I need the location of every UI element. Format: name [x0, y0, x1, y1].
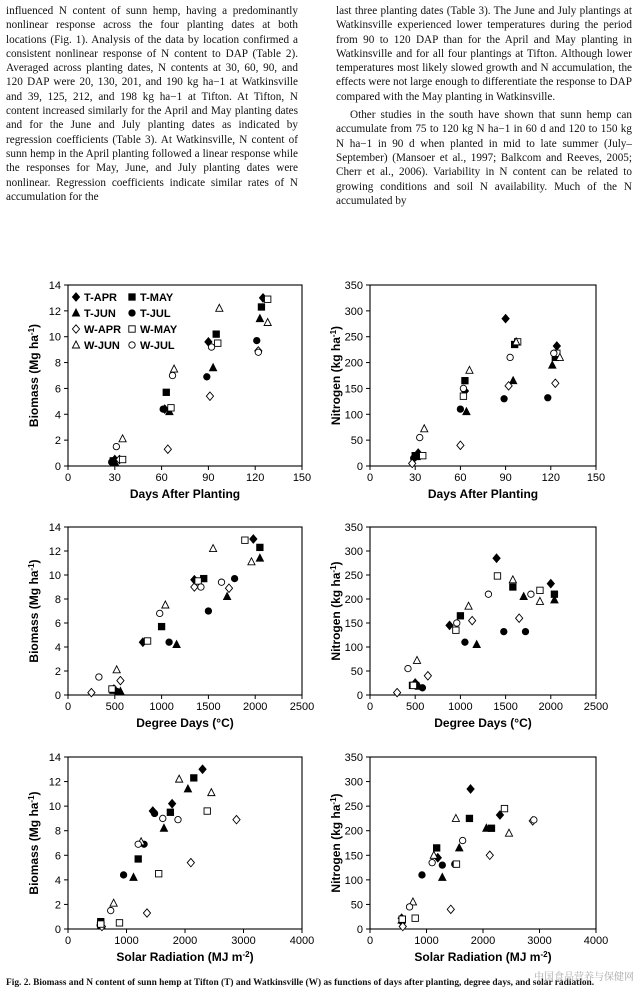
data-point-t-jun [224, 593, 231, 600]
data-point-w-jun [209, 545, 216, 552]
data-point-w-may [453, 861, 459, 867]
data-point-w-jun [509, 576, 516, 583]
data-point-w-jul [406, 904, 412, 910]
x-tick-label: 2500 [289, 701, 315, 713]
y-tick-label: 2 [54, 899, 61, 912]
x-tick-label: 150 [586, 472, 606, 484]
data-point-t-jul [462, 639, 468, 645]
data-point-t-may [510, 584, 516, 590]
data-point-w-jun [162, 601, 169, 608]
y-tick-label: 250 [344, 570, 363, 582]
legend-marker-t-jul [129, 310, 135, 316]
data-point-t-jul [419, 872, 425, 878]
data-point-t-may [213, 331, 219, 337]
y-tick-label: 0 [54, 690, 61, 702]
data-point-w-jun [452, 814, 459, 821]
x-tick-label: 1500 [196, 701, 221, 713]
data-point-w-jul [454, 620, 460, 626]
data-point-w-apr [447, 905, 454, 913]
legend-label: T-JUN [84, 308, 116, 320]
x-tick-label: 90 [499, 472, 512, 484]
y-tick-label: 12 [48, 546, 61, 558]
data-point-t-jul [545, 395, 551, 401]
data-point-w-may [399, 916, 405, 922]
data-point-t-jul [254, 337, 260, 343]
legend-marker-w-may [129, 326, 135, 332]
x-tick-label: 2000 [242, 701, 268, 713]
x-tick-label: 1000 [149, 701, 174, 713]
data-point-t-jul [457, 406, 463, 412]
data-point-w-jul [208, 344, 214, 350]
data-point-t-may [457, 613, 463, 619]
y-tick-label: 10 [48, 570, 61, 582]
y-tick-label: 100 [344, 642, 363, 654]
plot-frame [370, 285, 596, 466]
y-axis-label: Biomass (Mg $ha^{-1}$) [26, 559, 41, 663]
data-point-t-may [191, 775, 197, 781]
chart-panel-6 [329, 752, 609, 964]
data-point-w-apr [117, 676, 124, 684]
y-tick-label: 8 [54, 594, 61, 606]
y-tick-label: 8 [54, 357, 61, 370]
figure-caption: Fig. 2. Biomass and N content of sunn hemp at Tifton (T) and Watkinsville (W) as functions of days after planting, degree days, and solar radiation. [6, 978, 595, 988]
y-axis-label: Nitrogen (kg $ha^{-1}$) [328, 793, 343, 893]
y-tick-label: 200 [344, 357, 363, 370]
data-point-w-jul [255, 349, 261, 355]
y-tick-label: 50 [350, 899, 363, 912]
data-point-w-apr [457, 441, 464, 449]
x-tick-label: 60 [454, 472, 467, 484]
data-point-w-jul [169, 372, 175, 378]
data-point-w-may [412, 915, 418, 921]
data-point-t-apr [502, 314, 509, 322]
data-point-t-jul [151, 810, 157, 816]
data-point-w-may [116, 920, 122, 926]
data-point-t-may [258, 304, 264, 310]
data-point-w-jul [485, 591, 491, 597]
data-point-t-jul [204, 374, 210, 380]
y-tick-label: 300 [344, 305, 363, 318]
data-point-t-jun [520, 593, 527, 600]
x-axis-label: Degree Days (°C) [434, 716, 532, 730]
y-tick-label: 10 [48, 801, 61, 814]
data-point-t-jul [501, 396, 507, 402]
x-tick-label: 0 [64, 472, 72, 484]
y-tick-label: 300 [344, 776, 363, 789]
y-tick-label: 50 [350, 666, 363, 678]
y-tick-label: 12 [48, 776, 61, 789]
x-tick-label: 3000 [231, 935, 256, 947]
x-tick-label: 0 [366, 472, 374, 484]
x-tick-label: 500 [105, 701, 124, 713]
data-point-t-apr [467, 785, 474, 793]
data-point-t-jun [184, 785, 191, 792]
data-point-w-jun [413, 656, 420, 663]
data-point-w-may [155, 871, 161, 877]
data-point-w-jul [96, 674, 102, 680]
chart-panel-3 [27, 522, 315, 730]
data-point-w-may [537, 587, 543, 593]
data-point-w-apr [143, 909, 150, 917]
data-point-w-may [242, 537, 248, 543]
y-tick-label: 14 [48, 752, 61, 764]
data-point-w-jun [113, 666, 120, 673]
data-point-w-jul [218, 579, 224, 585]
y-tick-label: 50 [350, 435, 363, 448]
y-tick-label: 2 [54, 435, 61, 448]
data-point-w-jul [113, 443, 119, 449]
x-axis-label: Degree Days (°C) [136, 716, 234, 730]
y-tick-label: 150 [344, 850, 363, 863]
data-point-w-may [494, 573, 500, 579]
y-tick-label: 350 [344, 752, 363, 764]
y-axis-label: Biomass (Mg $ha^{-1}$) [26, 791, 41, 895]
data-point-t-jul [120, 872, 126, 878]
data-point-w-jun [505, 829, 512, 836]
x-tick-label: 0 [366, 935, 374, 947]
data-point-t-jul [419, 685, 425, 691]
legend-label: T-MAY [140, 292, 174, 304]
chart-panel-5 [27, 752, 315, 964]
data-point-t-apr [547, 579, 554, 587]
y-tick-label: 200 [344, 825, 363, 838]
y-tick-label: 2 [54, 666, 61, 678]
plot-frame [68, 757, 302, 929]
data-point-w-apr [164, 445, 171, 453]
chart-legend [72, 292, 178, 352]
data-point-w-apr [552, 379, 559, 387]
legend-marker-t-may [129, 294, 135, 300]
data-point-w-apr [225, 584, 232, 592]
data-point-w-may [195, 578, 201, 584]
data-point-t-jul [439, 862, 445, 868]
x-axis-label: Solar Radiation (MJ $m^{-2}$) [116, 949, 254, 964]
data-point-w-may [501, 805, 507, 811]
x-tick-label: 0 [366, 701, 374, 713]
y-tick-label: 4 [54, 409, 61, 422]
y-tick-label: 10 [48, 331, 61, 344]
legend-marker-w-jun [72, 341, 79, 348]
legend-label: W-JUN [84, 340, 120, 352]
data-point-w-jul [157, 610, 163, 616]
data-point-w-jul [135, 841, 141, 847]
data-point-w-jun [466, 366, 473, 373]
data-point-w-may [410, 682, 416, 688]
data-point-t-jun [256, 554, 263, 561]
data-point-t-jun [473, 641, 480, 648]
y-tick-label: 0 [54, 461, 61, 473]
body-paragraph: last three planting dates (Table 3). The June and July plantings at Watkinsville experienced lower temperatures during the period from 90 to 120 DAP than for the April and May planting in Watkinsville and for all four plantings at Tifton. Although lower temperatures most likely slowed growth and N accumulation, the effects were not large enough to differentiate the response to DAP compared with the May planting in Watkinsville. [336, 5, 632, 103]
chart-panel-1 [27, 280, 312, 501]
legend-label: W-JUL [140, 340, 175, 352]
legend-label: W-MAY [140, 324, 178, 336]
data-point-w-may [109, 686, 115, 692]
x-tick-label: 1500 [493, 701, 518, 713]
data-point-w-jun [170, 365, 177, 372]
data-point-t-jun [160, 824, 167, 831]
data-point-t-jun [209, 364, 216, 371]
y-tick-label: 12 [48, 305, 61, 318]
data-point-w-jul [528, 591, 534, 597]
data-point-w-jul [507, 354, 513, 360]
y-tick-label: 100 [344, 874, 363, 887]
data-point-t-jun [439, 873, 446, 880]
legend-marker-t-jun [72, 309, 79, 316]
legend-label: W-APR [84, 324, 122, 336]
legend-label: T-APR [84, 292, 117, 304]
data-point-w-may [460, 393, 466, 399]
x-tick-label: 2000 [172, 935, 198, 947]
y-tick-label: 150 [344, 618, 363, 630]
data-point-w-jun [465, 602, 472, 609]
y-tick-label: 250 [344, 331, 363, 344]
data-point-w-jul [551, 350, 557, 356]
data-point-w-apr [486, 851, 493, 859]
legend-marker-t-apr [72, 293, 79, 301]
data-point-t-may [257, 544, 263, 550]
data-point-w-may [420, 452, 426, 458]
data-point-w-may [264, 296, 270, 302]
y-tick-label: 0 [356, 461, 363, 473]
legend-label: T-JUL [140, 308, 171, 320]
data-point-t-jul [108, 459, 114, 465]
body-paragraph: influenced N content of sunn hemp, having a predominantly nonlinear response across the four planting dates at both locations (Fig. 1). Analysis of the data by location confirmed a consistent nonlinear response of N content to DAP (Table 2). Averaged across planting dates, N contents at 30, 60, 90, and 120 DAP were 20, 130, 201, and 190 kg ha−1 at Watkinsville and 39, 125, 212, and 198 kg ha−1 at Tifton. At Tifton, N content increased similarly for the April and May planting dates and for the June and July planting dates as indicated by regression coefficients (Table 3). At Watkinsville, N content of sunn hemp in the April planting followed a linear response while the responses for May, June, and July planting dates were nonlinear. Regression coefficients indicate similar rates of N accumulation for the [6, 5, 298, 203]
x-tick-label: 120 [246, 472, 265, 484]
data-point-t-jul [522, 628, 528, 634]
data-point-w-jun [208, 789, 215, 796]
data-point-t-jun [173, 641, 180, 648]
x-tick-label: 30 [409, 472, 422, 484]
y-axis-label: Biomass (Mg $ha^{-1}$) [26, 323, 41, 428]
x-axis-label: Solar Radiation (MJ $m^{-2}$) [414, 949, 552, 964]
data-point-w-may [453, 627, 459, 633]
y-tick-label: 350 [344, 280, 363, 292]
data-point-w-jul [417, 434, 423, 440]
data-point-t-apr [250, 535, 257, 543]
data-point-t-may [158, 623, 164, 629]
y-tick-label: 0 [54, 924, 61, 936]
data-point-t-jul [231, 575, 237, 581]
data-point-w-jul [429, 859, 435, 865]
data-point-t-apr [493, 554, 500, 562]
x-axis-label: Days After Planting [129, 487, 241, 501]
x-tick-label: 2000 [538, 701, 564, 713]
plot-frame [370, 527, 596, 695]
plot-frame [68, 527, 302, 695]
data-point-w-jul [460, 385, 466, 391]
data-point-w-jun [110, 899, 117, 906]
data-point-w-may [144, 638, 150, 644]
x-tick-label: 1000 [414, 935, 439, 947]
data-point-w-jul [198, 584, 204, 590]
data-point-t-may [462, 377, 468, 383]
y-tick-label: 6 [54, 383, 61, 396]
data-point-t-jun [549, 361, 556, 368]
data-point-w-jul [108, 907, 114, 913]
data-point-t-may [466, 815, 472, 821]
legend-marker-w-jul [129, 342, 135, 348]
data-point-t-may [163, 389, 169, 395]
data-point-t-jun [256, 315, 263, 322]
x-tick-label: 30 [108, 472, 121, 484]
data-point-w-may [98, 921, 104, 927]
data-point-t-apr [199, 765, 206, 773]
x-tick-label: 1000 [448, 701, 473, 713]
legend-marker-w-apr [72, 325, 79, 333]
y-tick-label: 8 [54, 825, 61, 838]
data-point-w-apr [206, 392, 213, 400]
data-point-w-jun [248, 558, 255, 565]
chart-panel-4 [329, 522, 609, 730]
x-tick-label: 150 [292, 472, 312, 484]
data-point-w-may [215, 340, 221, 346]
data-point-w-jun [119, 435, 126, 442]
data-point-t-may [433, 845, 439, 851]
y-tick-label: 14 [48, 522, 61, 534]
data-point-w-jun [536, 597, 543, 604]
y-tick-label: 6 [54, 850, 61, 863]
data-point-w-apr [469, 616, 476, 624]
x-tick-label: 2000 [470, 935, 496, 947]
y-axis-label: Nitrogen (kg $ha^{-1}$) [328, 325, 343, 426]
data-point-w-apr [516, 614, 523, 622]
y-tick-label: 350 [344, 522, 363, 534]
y-tick-label: 4 [54, 874, 61, 887]
data-point-t-apr [169, 799, 176, 807]
x-axis-label: Days After Planting [427, 487, 539, 501]
body-paragraph: Other studies in the south have shown that sunn hemp can accumulate from 75 to 120 kg N ha−1 in 60 d and 120 to 150 kg N ha−1 in 90 d when planted in mid to late summer (July–September) (Mansoer et al., 1997; Balkcom and Reeves, 2005; Cherr et al., 2006). Variability in N content can be related to growing conditions and soil N availability. Much of the N accumulated by [336, 109, 632, 207]
data-point-t-jul [160, 406, 166, 412]
data-point-t-jun [510, 377, 517, 384]
data-point-w-jul [160, 815, 166, 821]
data-point-t-jun [456, 844, 463, 851]
x-tick-label: 3000 [527, 935, 552, 947]
y-tick-label: 14 [48, 280, 61, 292]
data-point-w-jun [421, 425, 428, 432]
x-tick-label: 0 [64, 701, 72, 713]
data-point-w-apr [233, 815, 240, 823]
x-tick-label: 500 [406, 701, 425, 713]
x-tick-label: 4000 [583, 935, 609, 947]
y-tick-label: 250 [344, 801, 363, 814]
data-point-t-apr [553, 342, 560, 350]
y-tick-label: 6 [54, 618, 61, 630]
x-tick-label: 1000 [114, 935, 139, 947]
y-tick-label: 100 [344, 409, 363, 422]
data-point-w-jul [175, 816, 181, 822]
y-axis-label: Nitrogen (kg $ha^{-1}$) [328, 561, 343, 661]
data-point-w-may [119, 456, 125, 462]
data-point-w-jul [459, 837, 465, 843]
data-point-w-apr [187, 858, 194, 866]
watermark: 中国食品营养与保健网 [534, 972, 634, 983]
y-tick-label: 0 [356, 924, 363, 936]
y-tick-label: 200 [344, 594, 363, 606]
data-point-t-jun [130, 873, 137, 880]
data-point-t-jul [501, 628, 507, 634]
y-tick-label: 0 [356, 690, 363, 702]
data-point-t-jul [166, 639, 172, 645]
data-point-t-apr [446, 621, 453, 629]
x-tick-label: 120 [541, 472, 560, 484]
data-point-w-apr [424, 672, 431, 680]
plot-frame [370, 757, 596, 929]
data-point-w-jul [405, 665, 411, 671]
x-tick-label: 0 [64, 935, 72, 947]
y-tick-label: 150 [344, 383, 363, 396]
y-tick-label: 300 [344, 546, 363, 558]
y-tick-label: 4 [54, 642, 61, 654]
x-tick-label: 60 [155, 472, 168, 484]
chart-panel-2 [329, 280, 606, 501]
data-point-t-may [135, 856, 141, 862]
x-tick-label: 90 [202, 472, 215, 484]
x-tick-label: 2500 [583, 701, 609, 713]
data-point-t-jul [205, 608, 211, 614]
data-point-w-jun [176, 775, 183, 782]
x-tick-label: 4000 [289, 935, 315, 947]
data-point-w-jun [264, 318, 271, 325]
data-point-w-jul [531, 817, 537, 823]
data-point-w-jun [216, 304, 223, 311]
data-point-w-may [168, 405, 174, 411]
data-point-w-may [204, 808, 210, 814]
data-point-t-may [167, 809, 173, 815]
